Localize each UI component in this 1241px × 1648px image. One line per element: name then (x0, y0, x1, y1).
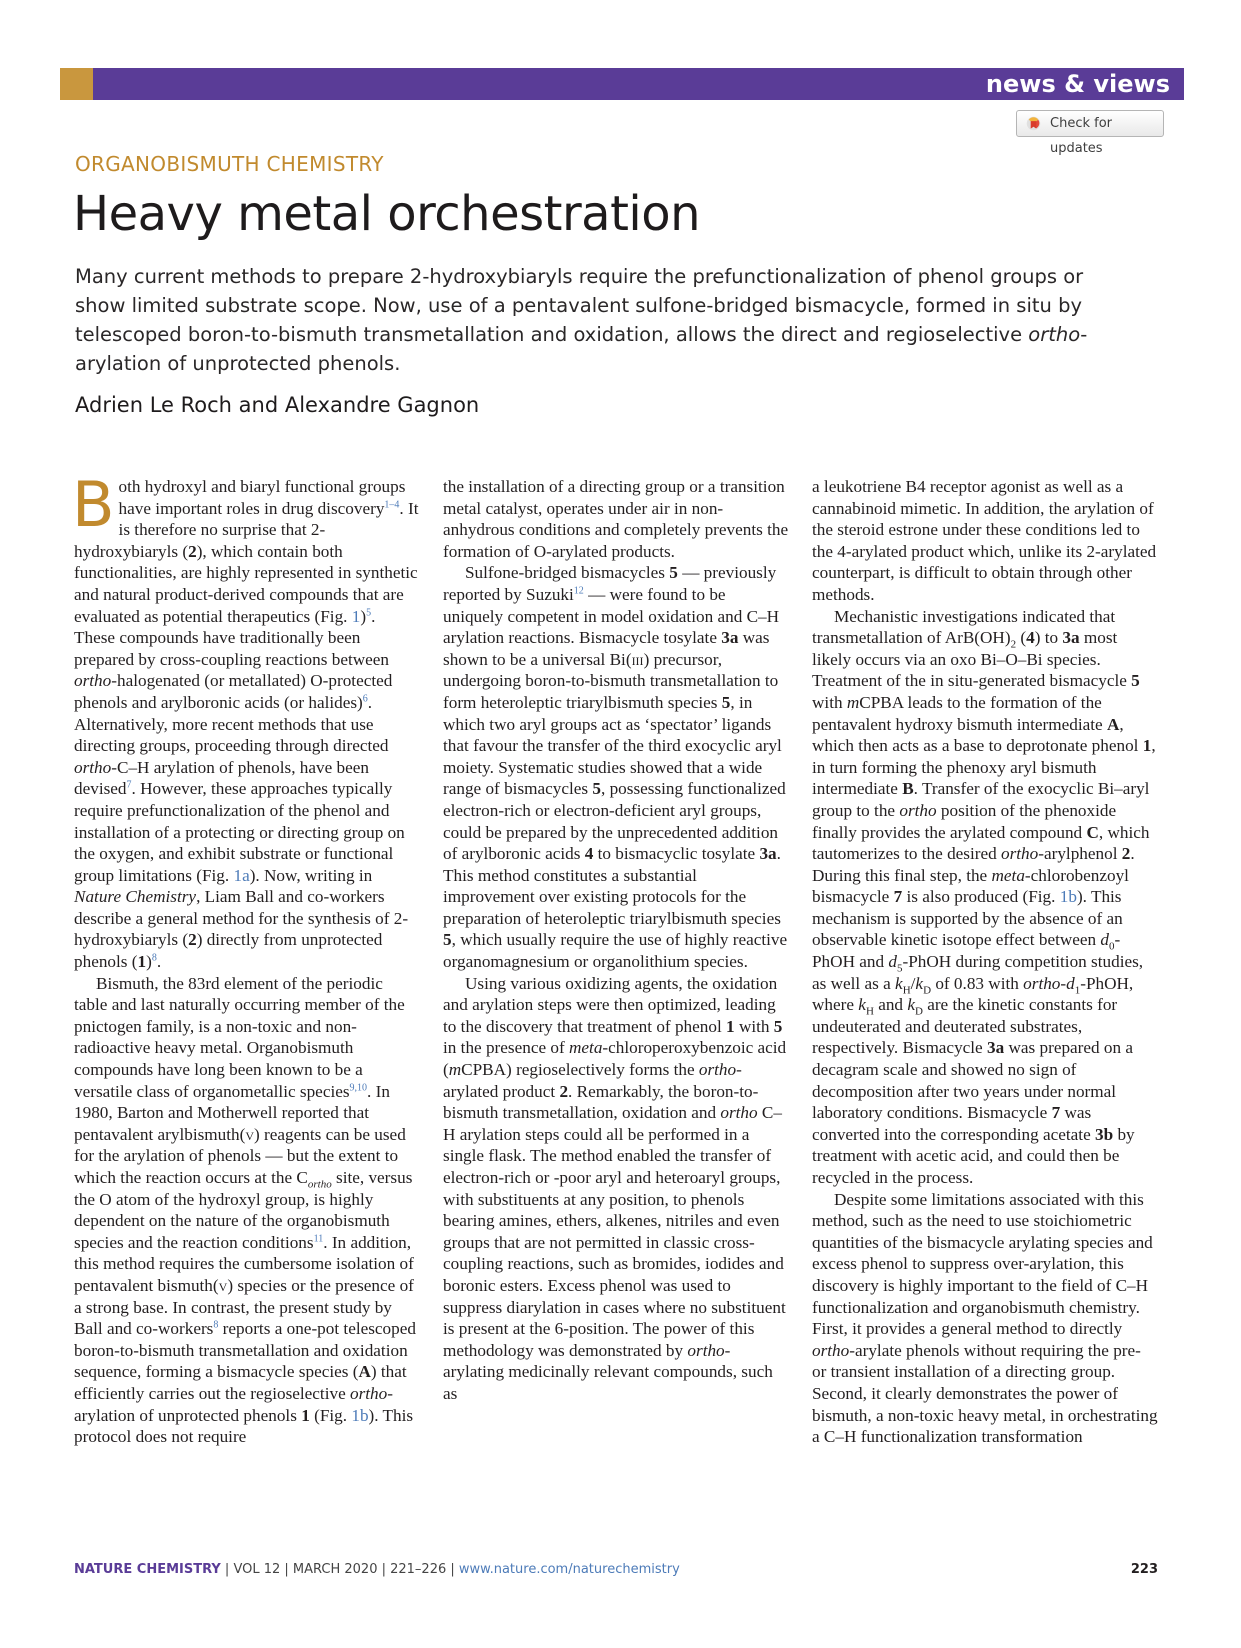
body-column-1: Both hydroxyl and biaryl functional groups have important roles in drug discovery$^{1-4}$. It is therefore no surprise that 2-hydroxybiaryls (2), which contain both functionalities, are highly represented in synthetic and natural product-derived compounds that are evaluated as potential therapeutics (Fig. 1)$^5$. These compounds have traditionally been prepared by cross-coupling reactions between ortho-halogenated (or metallated) O-protected phenols and arylboronic acids (or halides)$^6$. Alternatively, more recent methods that use directing groups, proceeding through directed ortho-C–H arylation of phenols, have been devised$^7$. However, these approaches typically require prefunctionalization of the phenol and installation of a protecting or directing group on the oxygen, and exhibit substrate or functional group limitations (Fig. 1a). Now, writing in Nature Chemistry, Liam Ball and co-workers describe a general method for the synthesis of 2-hydroxybiaryls (2) directly from unprotected phenols (1)$^8$. Bismuth, the 83rd element of the periodic table and last naturally occurring member of the pnictogen family, is a non-toxic and non-radioactive heavy metal. Organobismuth compounds have long been known to be a versatile class of organometallic species$^{9,10}$. In 1980, Barton and Motherwell reported that pentavalent arylbismuth(v) reagents can be used for the arylation of phenols — but the extent to which the reaction occurs at the $C_{ortho}$ site, versus the O atom of the hydroxyl group, is highly dependent on the nature of the organobismuth species and the reaction conditions$^{11}$. In addition, this method requires the cumbersome isolation of pentavalent bismuth(v) species or the presence of a strong base. In contrast, the present study by Ball and co-workers$^8$ reports a one-pot telescoped boron-to-bismuth transmetallation and oxidation sequence, forming a bismacycle species (A) that efficiently carries out the regioselective ortho-arylation of unprotected phenols 1 (Fig. 1b). This protocol does not require (72, 468, 419, 1447)
authors: Adrien Le Roch and Alexandre Gagnon (75, 393, 480, 417)
body-column-2: the installation of a directing group or a transition metal catalyst, operates under air in non-anhydrous conditions and completely prevents the formation of O-arylated products. Sulfone-bridged bismacycles 5 — previously reported by Suzuki$^{12}$ — were found to be uniquely competent in model oxidation and C–H arylation reactions. Bismacycle tosylate 3a was shown to be a universal Bi(iii) precursor, undergoing boron-to-bismuth transmetallation to form heteroleptic triarylbismuth species 5, in which two aryl groups act as ‘spectator’ ligands that favour the transfer of the third exocyclic aryl moiety. Systematic studies showed that a wide range of bismacycles 5, possessing functionalized electron-rich or electron-deficient aryl groups, could be prepared by the unprecedented addition of arylboronic acids 4 to bismacyclic tosylate 3a. This method constitutes a substantial improvement over existing protocols for the preparation of heteroleptic triarylbismuth species 5, which usually require the use of highly reactive organomagnesium or organolithium species. Using various oxidizing agents, the oxidation and arylation steps were then optimized, leading to the discovery that treatment of phenol 1 with 5 in the presence of meta-chloroperoxybenzoic acid (mCPBA) regioselectively forms the ortho-arylated product 2. Remarkably, the boron-to-bismuth transmetallation, oxidation and ortho C–H arylation steps could all be performed in a single flask. The method enabled the transfer of electron-rich or -poor aryl and heteroaryl groups, with substituents at any position, to phenols bearing amines, ethers, alkenes, nitriles and even groups that are not permitted in classic cross-coupling reactions, such as bromides, iodides and boronic esters. Excess phenol was used to suppress diarylation in cases where no substituent is present at the 6-position. The power of this methodology was demonstrated by ortho-arylating medicinally relevant compounds, such as (443, 477, 789, 1403)
standfirst: Many current methods to prepare 2-hydroxybiaryls require the prefunctionalization of phenol groups or show limited substrate scope. Now, use of a pentavalent sulfone-bridged bismacycle, formed in situ by telescoped boron-to-bismuth transmetallation and oxidation, allows the direct and regioselective ortho-arylation of unprotected phenols. (75, 265, 1088, 375)
subject-kicker: ORGANOBISMUTH CHEMISTRY (75, 152, 384, 176)
drop-cap: B (72, 468, 115, 541)
check-updates-button[interactable] (1016, 110, 1164, 156)
page-number: 223 (1130, 1562, 1158, 1577)
section-label: news & views (985, 70, 1170, 98)
footer-issue: | VOL 12 | MARCH 2020 | 221–226 | (220, 1562, 459, 1577)
header-accent (60, 68, 93, 100)
article-title: Heavy metal orchestration (73, 186, 701, 242)
header-bar (60, 68, 1184, 100)
page-footer (74, 1562, 1158, 1577)
body-column-3: a leukotriene B4 receptor agonist as well as a cannabinoid mimetic. In addition, the arylation of the steroid estrone under these conditions led to the 4-arylated product which, unlike its 2-arylated counterpart, is difficult to obtain through other methods. Mechanistic investigations indicated that transmetallation of $ArB(OH)_2$ (4) to 3a most likely occurs via an oxo Bi–O–Bi species. Treatment of the in situ-generated bismacycle 5 with mCPBA leads to the formation of the pentavalent hydroxy bismuth intermediate A, which then acts as a base to deprotonate phenol 1, in turn forming the phenoxy aryl bismuth intermediate B. Transfer of the exocyclic Bi–aryl group to the ortho position of the phenoxide finally provides the arylated compound C, which tautomerizes to the desired ortho-arylphenol 2. During this final step, the meta-chlorobenzoyl bismacycle 7 is also produced (Fig. 1b). This mechanism is supported by the absence of an observable kinetic isotope effect between $d_0$-PhOH and $d_5$-PhOH during competition studies, as well as a $k_H/k_D$ of 0.83 with ortho-$d_1$-PhOH, where $k_H$ and $k_D$ are the kinetic constants for undeuterated and deuterated substrates, respectively. Bismacycle 3a was prepared on a decagram scale and showed no sign of decomposition after two years under normal laboratory conditions. Bismacycle 7 was converted into the corresponding acetate 3b by treatment with acetic acid, and could then be recycled in the process. Despite some limitations associated with this method, such as the need to use stoichiometric quantities of the bismacycle arylating species and excess phenol to suppress over-arylation, this discovery is highly important to the field of C–H functionalization and organobismuth chemistry. First, it provides a general method to directly ortho-arylate phenols without requiring the pre- or transient installation of a directing group. Second, it clearly demonstrates the power of bismuth, a non-toxic heavy metal, in orchestrating a C–H functionalization transformation (812, 477, 1158, 1447)
check-updates-label: Check for updates (1050, 116, 1112, 156)
footer-journal: NATURE CHEMISTRY (74, 1562, 221, 1577)
footer-url[interactable]: www.nature.com/naturechemistry (458, 1562, 680, 1577)
check-updates-icon (1026, 116, 1041, 131)
